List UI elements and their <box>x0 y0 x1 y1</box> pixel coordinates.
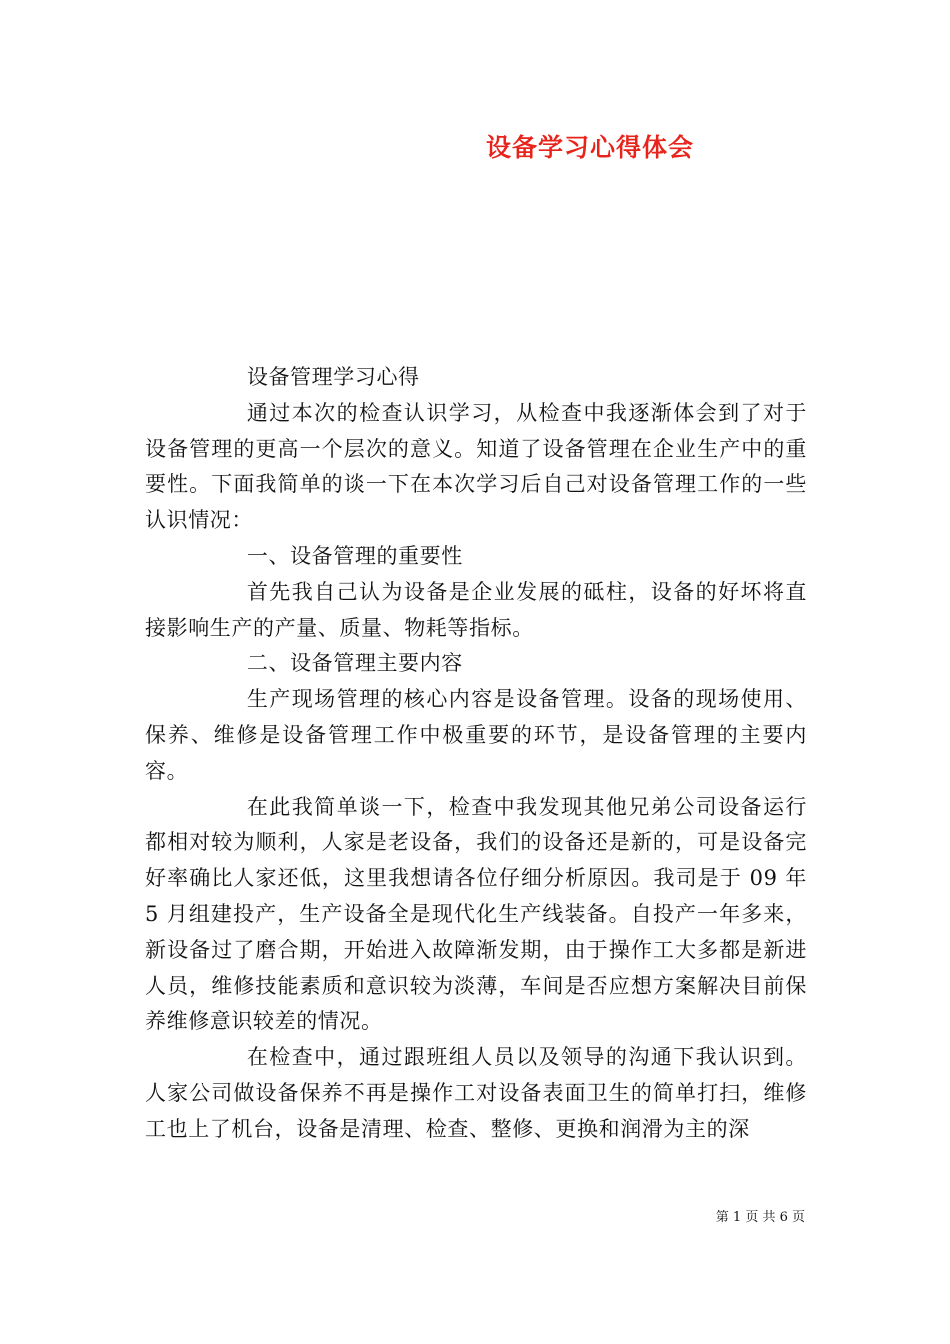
document-title: 设备学习心得体会 <box>485 133 694 162</box>
paragraph: 首先我自己认为设备是企业发展的砥柱，设备的好坏将直接影响生产的产量、质量、物耗等指标。 <box>145 579 807 640</box>
section-heading: 二、设备管理主要内容 <box>246 651 463 676</box>
paragraph: 通过本次的检查认识学习，从检查中我逐渐体会到了对于设备管理的更高一个层次的意义。知道了设备管理在企业生产中的重要性。下面我简单的谈一下在本次学习后自己对设备管理工作的一些认识情况： <box>145 400 807 533</box>
section-heading: 一、设备管理的重要性 <box>246 543 463 568</box>
paragraph: 在检查中，通过跟班组人员以及领导的沟通下我认识到。人家公司做设备保养不再是操作工对设备表面卫生的简单打扫，维修工也上了机台，设备是清理、检查、整修、更换和润滑为主的深 <box>145 1045 807 1141</box>
section-heading: 设备管理学习心得 <box>246 365 420 389</box>
document-body <box>145 360 807 1148</box>
page-footer: 第 1 页 共 6 页 <box>715 1210 805 1225</box>
paragraph: 生产现场管理的核心内容是设备管理。设备的现场使用、保养、维修是设备管理工作中极重要的环节，是设备管理的主要内容。 <box>145 687 807 783</box>
paragraph: 在此我简单谈一下，检查中我发现其他兄弟公司设备运行都相对较为顺利，人家是老设备，我们的设备还是新的，可是设备完好率确比人家还低，这里我想请各位仔细分析原因。我司是于 09 年 5 月组建投产，生产设备全是现代化生产线装备。自投产一年多来，新设备过了磨合期，开始进入故障渐发期，由于操作工大多都是新进人员，维修技能素质和意识较为淡薄，车间是否应想方案解决目前保养维修意识较差的情况。 <box>145 794 807 1034</box>
